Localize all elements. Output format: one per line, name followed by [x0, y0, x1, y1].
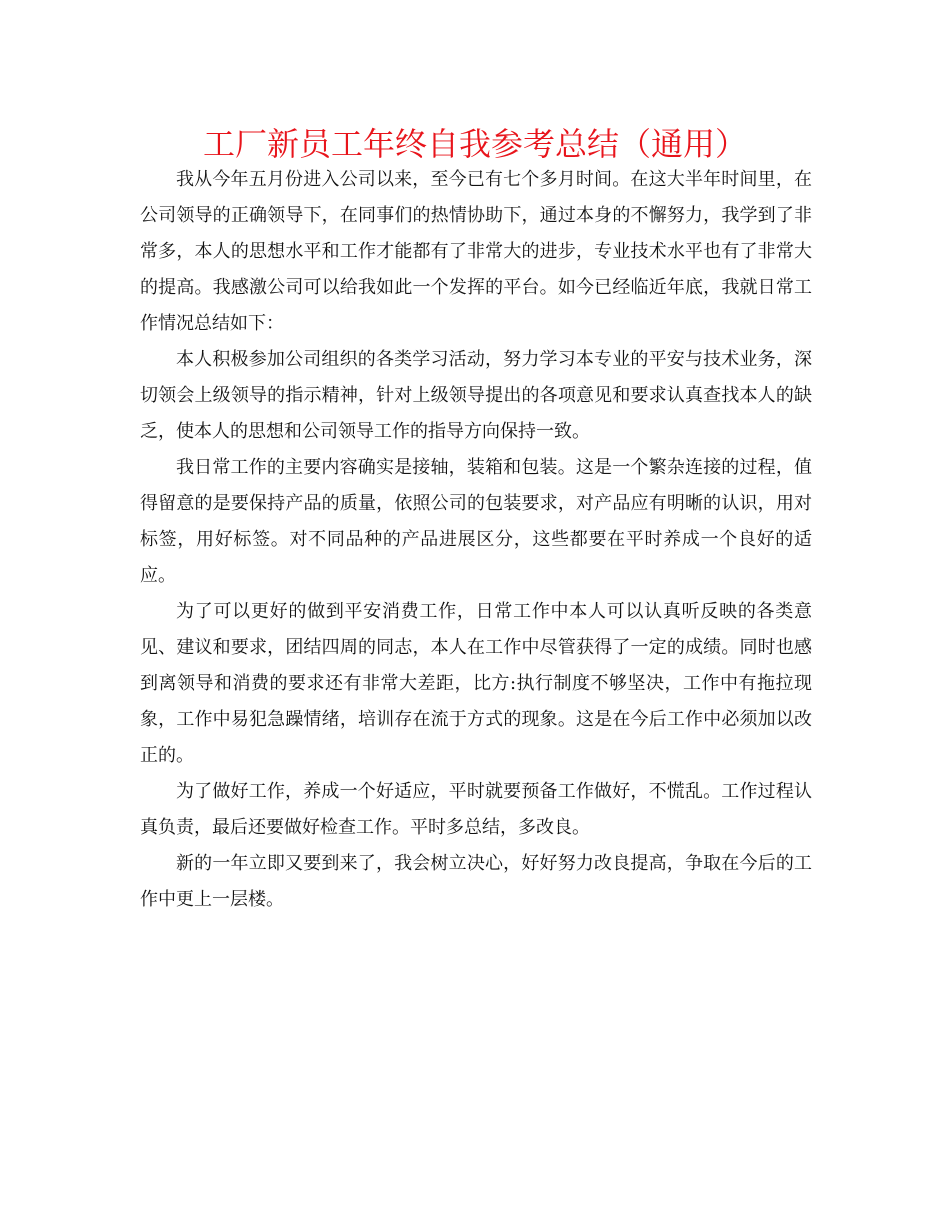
- paragraph-6: 新的一年立即又要到来了，我会树立决心，好好努力改良提高，争取在今后的工作中更上一层楼。: [140, 853, 812, 910]
- document-body: [140, 162, 812, 918]
- paragraph-5: 为了做好工作，养成一个好适应，平时就要预备工作做好，不慌乱。工作过程认真负责，最后还要做好检查工作。平时多总结，多改良。: [140, 781, 812, 838]
- document-title: 工厂新员工年终自我参考总结（通用）: [202, 125, 747, 163]
- paragraph-3: 我日常工作的主要内容确实是接轴，装箱和包装。这是一个繁杂连接的过程，值得留意的是要保持产品的质量，依照公司的包装要求，对产品应有明晰的认识，用对标签，用好标签。对不同品种的产品进展区分，这些都要在平时养成一个良好的适应。: [140, 457, 812, 586]
- paragraph-2: 本人积极参加公司组织的各类学习活动，努力学习本专业的平安与技术业务，深切领会上级领导的指示精神，针对上级领导提出的各项意见和要求认真查找本人的缺乏，使本人的思想和公司领导工作的指导方向保持一致。: [140, 349, 812, 442]
- paragraph-1: 我从今年五月份进入公司以来，至今已有七个多月时间。在这大半年时间里，在公司领导的正确领导下，在同事们的热情协助下，通过本身的不懈努力，我学到了非常多，本人的思想水平和工作才能都有了非常大的进步，专业技术水平也有了非常大的提高。我感激公司可以给我如此一个发挥的平台。如今已经临近年底，我就日常工作情况总结如下：: [140, 169, 812, 334]
- paragraph-4: 为了可以更好的做到平安消费工作，日常工作中本人可以认真听反映的各类意见、建议和要求，团结四周的同志，本人在工作中尽管获得了一定的成绩。同时也感到离领导和消费的要求还有非常大差距，比方:执行制度不够坚决，工作中有拖拉现象，工作中易犯急躁情绪，培训存在流于方式的现象。这是在今后工作中必须加以改正的。: [140, 601, 812, 766]
